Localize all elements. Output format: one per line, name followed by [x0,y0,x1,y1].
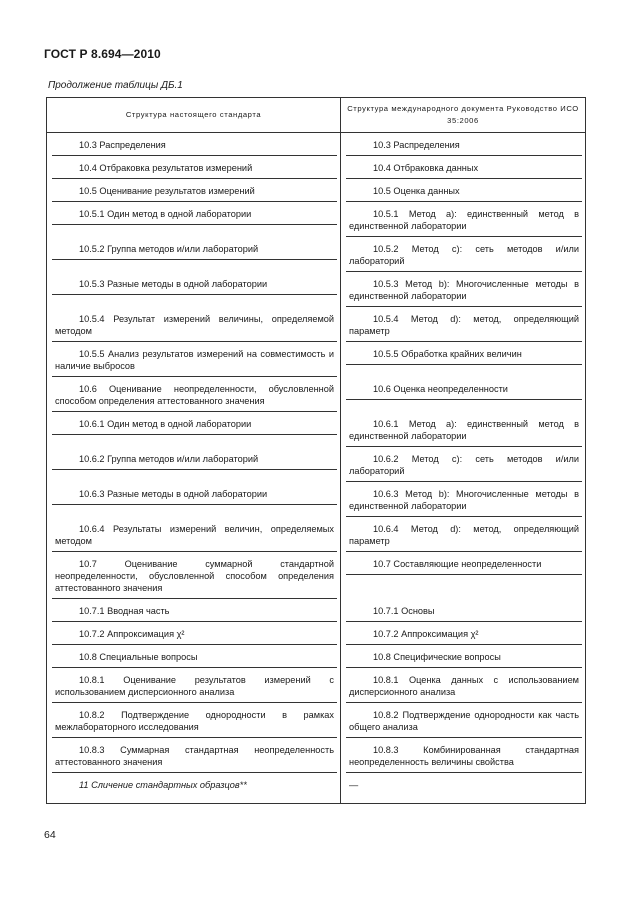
cell-this-standard [47,133,341,157]
cell-this-standard [47,738,341,773]
cell-text: 10.5.4 Метод d): метод, определяющий параметр [346,311,582,342]
cell-this-standard [47,377,341,412]
cell-text: 10.5.3 Метод b): Многочисленные методы в единственной лаборатории [346,276,582,307]
cell-international-doc [341,773,586,804]
cell-international-doc [341,156,586,179]
cell-this-standard [47,307,341,342]
cell-text: 10.6.1 Один метод в одной лаборатории [52,416,337,435]
cell-this-standard [47,517,341,552]
cell-text: 10.7.1 Основы [346,603,582,622]
cell-this-standard [47,202,341,237]
table-caption: Продолжение таблицы ДБ.1 [48,80,183,91]
cell-text: 10.5.1 Один метод в одной лаборатории [52,206,337,225]
table-row [47,622,586,645]
col-header-international-doc: Структура международного документа Руководство ИСО 35:2006 [341,98,586,133]
table-row [47,133,586,157]
cell-this-standard [47,622,341,645]
cell-this-standard [47,447,341,482]
cell-international-doc [341,237,586,272]
cell-text: 10.5 Оценка данных [346,183,582,202]
cell-this-standard [47,156,341,179]
cell-text: 10.4 Отбраковка данных [346,160,582,179]
cell-text: 10.6.4 Метод d): метод, определяющий параметр [346,521,582,552]
cell-text: 10.8.2 Подтверждение однородности как часть общего анализа [346,707,582,738]
cell-text: 10.6.3 Разные методы в одной лаборатории [52,486,337,505]
correspondence-table [46,97,586,804]
cell-text: 10.3 Распределения [52,137,337,156]
cell-this-standard [47,552,341,599]
cell-text: 10.8 Специфические вопросы [346,649,582,668]
cell-text: 10.4 Отбраковка результатов измерений [52,160,337,179]
page-number: 64 [44,829,56,841]
cell-text: 10.7.2 Аппроксимация χ² [346,626,582,645]
cell-this-standard [47,599,341,622]
cell-text: 10.8 Специальные вопросы [52,649,337,668]
cell-international-doc [341,668,586,703]
cell-international-doc [341,307,586,342]
cell-text: 10.6.1 Метод a): единственный метод в единственной лаборатории [346,416,582,447]
table-row [47,668,586,703]
cell-international-doc [341,622,586,645]
cell-text: 10.5.5 Обработка крайних величин [346,346,582,365]
cell-text: 10.8.1 Оценка данных с использованием дисперсионного анализа [346,672,582,703]
table-row [47,179,586,202]
cell-text: 10.8.1 Оценивание результатов измерений с использованием дисперсионного анализа [52,672,337,703]
cell-text: 10.6 Оценивание неопределенности, обусловленной способом определения аттестованного значения [52,381,337,412]
cell-international-doc [341,412,586,447]
table-row [47,272,586,307]
cell-text: 11 Сличение стандартных образцов** [79,780,247,790]
cell-this-standard [47,668,341,703]
table-row [47,202,586,237]
table-row [47,599,586,622]
table-row [47,517,586,552]
cell-text: 10.8.3 Комбинированная стандартная неопределенность величины свойства [346,742,582,773]
cell-text: 10.5.2 Метод c): сеть методов и/или лабораторий [346,241,582,272]
cell-international-doc [341,447,586,482]
cell-international-doc [341,202,586,237]
cell-text: — [349,780,359,790]
cell-this-standard [47,482,341,517]
cell-text: 10.7.2 Аппроксимация χ² [52,626,337,645]
table-row [47,482,586,517]
cell-this-standard [47,342,341,377]
table-row [47,237,586,272]
table-row [47,342,586,377]
cell-text: 10.5.5 Анализ результатов измерений на совместимость и наличие выбросов [52,346,337,377]
cell-this-standard [47,773,341,804]
cell-text: 10.5.4 Результат измерений величины, определяемой методом [52,311,337,342]
table-row [47,412,586,447]
table-row [47,645,586,668]
table-row [47,307,586,342]
table-row [47,447,586,482]
table-row [47,552,586,599]
cell-text: 10.5 Оценивание результатов измерений [52,183,337,202]
table-header-row [47,98,586,133]
cell-text: 10.6.2 Группа методов и/или лабораторий [52,451,337,470]
col-header-this-standard: Структура настоящего стандарта [47,98,341,133]
cell-this-standard [47,703,341,738]
table-row [47,738,586,773]
cell-this-standard [47,272,341,307]
document-header: ГОСТ Р 8.694—2010 [44,47,161,61]
cell-international-doc [341,599,586,622]
cell-international-doc [341,517,586,552]
table-row [47,377,586,412]
cell-international-doc [341,552,586,599]
cell-international-doc [341,645,586,668]
cell-text: 10.5.1 Метод a): единственный метод в единственной лаборатории [346,206,582,237]
cell-text: 10.7 Составляющие неопределенности [346,556,582,575]
cell-text: 10.7 Оценивание суммарной стандартной неопределенности, обусловленной способом определения аттестованного значения [52,556,337,599]
cell-text: 10.5.2 Группа методов и/или лабораторий [52,241,337,260]
cell-international-doc [341,272,586,307]
table-row [47,703,586,738]
cell-text: 10.8.2 Подтверждение однородности в рамках межлабораторного исследования [52,707,337,738]
cell-international-doc [341,482,586,517]
cell-this-standard [47,237,341,272]
cell-this-standard [47,645,341,668]
cell-international-doc [341,342,586,377]
cell-international-doc [341,377,586,412]
table-row [47,773,586,804]
cell-text: 10.6.2 Метод c): сеть методов и/или лабораторий [346,451,582,482]
cell-this-standard [47,179,341,202]
cell-international-doc [341,738,586,773]
cell-text: 10.8.3 Суммарная стандартная неопределенность аттестованного значения [52,742,337,773]
cell-text: 10.6.4 Результаты измерений величин, определяемых методом [52,521,337,552]
cell-text: 10.3 Распределения [346,137,582,156]
cell-text: 10.5.3 Разные методы в одной лаборатории [52,276,337,295]
cell-international-doc [341,703,586,738]
cell-text: 10.6.3 Метод b): Многочисленные методы в единственной лаборатории [346,486,582,517]
cell-text: 10.6 Оценка неопределенности [346,381,582,400]
table-row [47,156,586,179]
cell-international-doc [341,179,586,202]
cell-text: 10.7.1 Вводная часть [52,603,337,622]
cell-this-standard [47,412,341,447]
cell-international-doc [341,133,586,157]
